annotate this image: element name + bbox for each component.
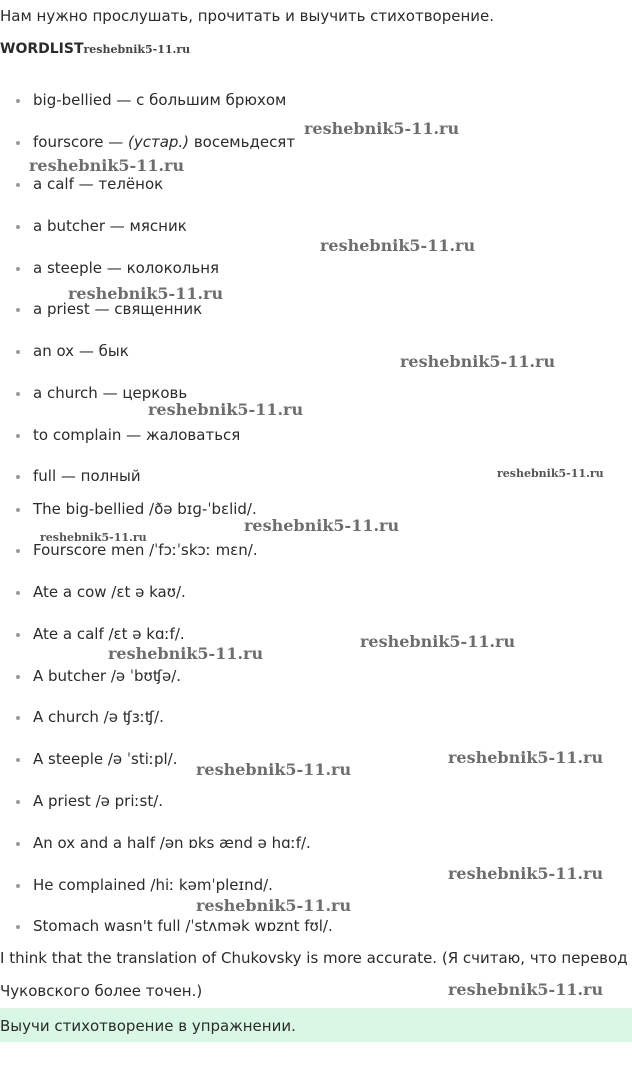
list-item: The big-bellied /ðə bɪɡ-ˈbɛlid/.: [33, 500, 257, 518]
watermark: reshebnik5-11.ru: [29, 156, 185, 175]
watermark: reshebnik5-11.ru: [108, 644, 264, 663]
intro-text: Нам нужно прослушать, прочитать и выучить стихотворение.: [0, 7, 495, 25]
watermark: reshebnik5-11.ru: [360, 632, 516, 651]
watermark: reshebnik5-11.ru: [400, 352, 556, 371]
conclusion-line-1: I think that the translation of Chukovsky is more accurate. (Я считаю, что перевод: [0, 949, 628, 967]
list-item: full — полный: [33, 467, 141, 485]
item-text-emphasis: (устар.): [127, 133, 190, 151]
list-item: A butcher /ə ˈbʊʧə/.: [33, 667, 182, 685]
list-item: [33, 133, 295, 151]
watermark: reshebnik5-11.ru: [40, 531, 147, 544]
conclusion-line-2: Чуковского более точен.): [0, 982, 203, 1000]
watermark: reshebnik5-11.ru: [244, 516, 400, 535]
heading-watermark: reshebnik5-11.ru: [83, 43, 191, 56]
item-text-pre: fourscore —: [33, 133, 128, 151]
watermark: reshebnik5-11.ru: [304, 119, 460, 138]
watermark: reshebnik5-11.ru: [497, 467, 604, 480]
watermark: reshebnik5-11.ru: [448, 748, 604, 767]
wordlist-heading-label: WORDLIST: [0, 41, 84, 57]
list-item: a church — церковь: [33, 384, 188, 402]
list-item: a butcher — мясник: [33, 217, 187, 235]
watermark: reshebnik5-11.ru: [68, 284, 224, 303]
list-item: He complained /hiː kəmˈpleɪnd/.: [33, 876, 273, 894]
list-item: A priest /ə priːst/.: [33, 792, 164, 810]
task-box: [0, 1008, 632, 1042]
list-item: Ate a calf /ɛt ə kɑːf/.: [33, 625, 185, 643]
list-item: big-bellied — с большим брюхом: [33, 91, 287, 109]
item-text-post: восемьдесят: [189, 133, 296, 151]
list-item: Stomach wasn't full /ˈstʌmək wɒznt fʊl/.: [33, 917, 333, 935]
list-item: an ox — бык: [33, 342, 129, 360]
list-item: Fourscore men /ˈfɔːˈskɔː mɛn/.: [33, 541, 258, 559]
watermark: reshebnik5-11.ru: [196, 896, 352, 915]
watermark: reshebnik5-11.ru: [320, 236, 476, 255]
list-item: An ox and a half /ən ɒks ænd ə hɑːf/.: [33, 834, 311, 852]
watermark: reshebnik5-11.ru: [196, 760, 352, 779]
list-item: A steeple /ə ˈstiːpl/.: [33, 750, 178, 768]
list-item: a calf — телёнок: [33, 175, 164, 193]
list-item: A church /ə ʧɜːʧ/.: [33, 708, 164, 726]
list-item: to complain — жаловаться: [33, 426, 241, 444]
watermark: reshebnik5-11.ru: [148, 400, 304, 419]
list-item: a steeple — колокольня: [33, 259, 220, 277]
list-item: a priest — священник: [33, 300, 203, 318]
list-item: Ate a cow /ɛt ə kaʊ/.: [33, 583, 186, 601]
watermark: reshebnik5-11.ru: [448, 864, 604, 883]
wordlist-heading: [0, 41, 190, 57]
task-text: Выучи стихотворение в упражнении.: [0, 1017, 296, 1035]
watermark: reshebnik5-11.ru: [448, 980, 604, 999]
